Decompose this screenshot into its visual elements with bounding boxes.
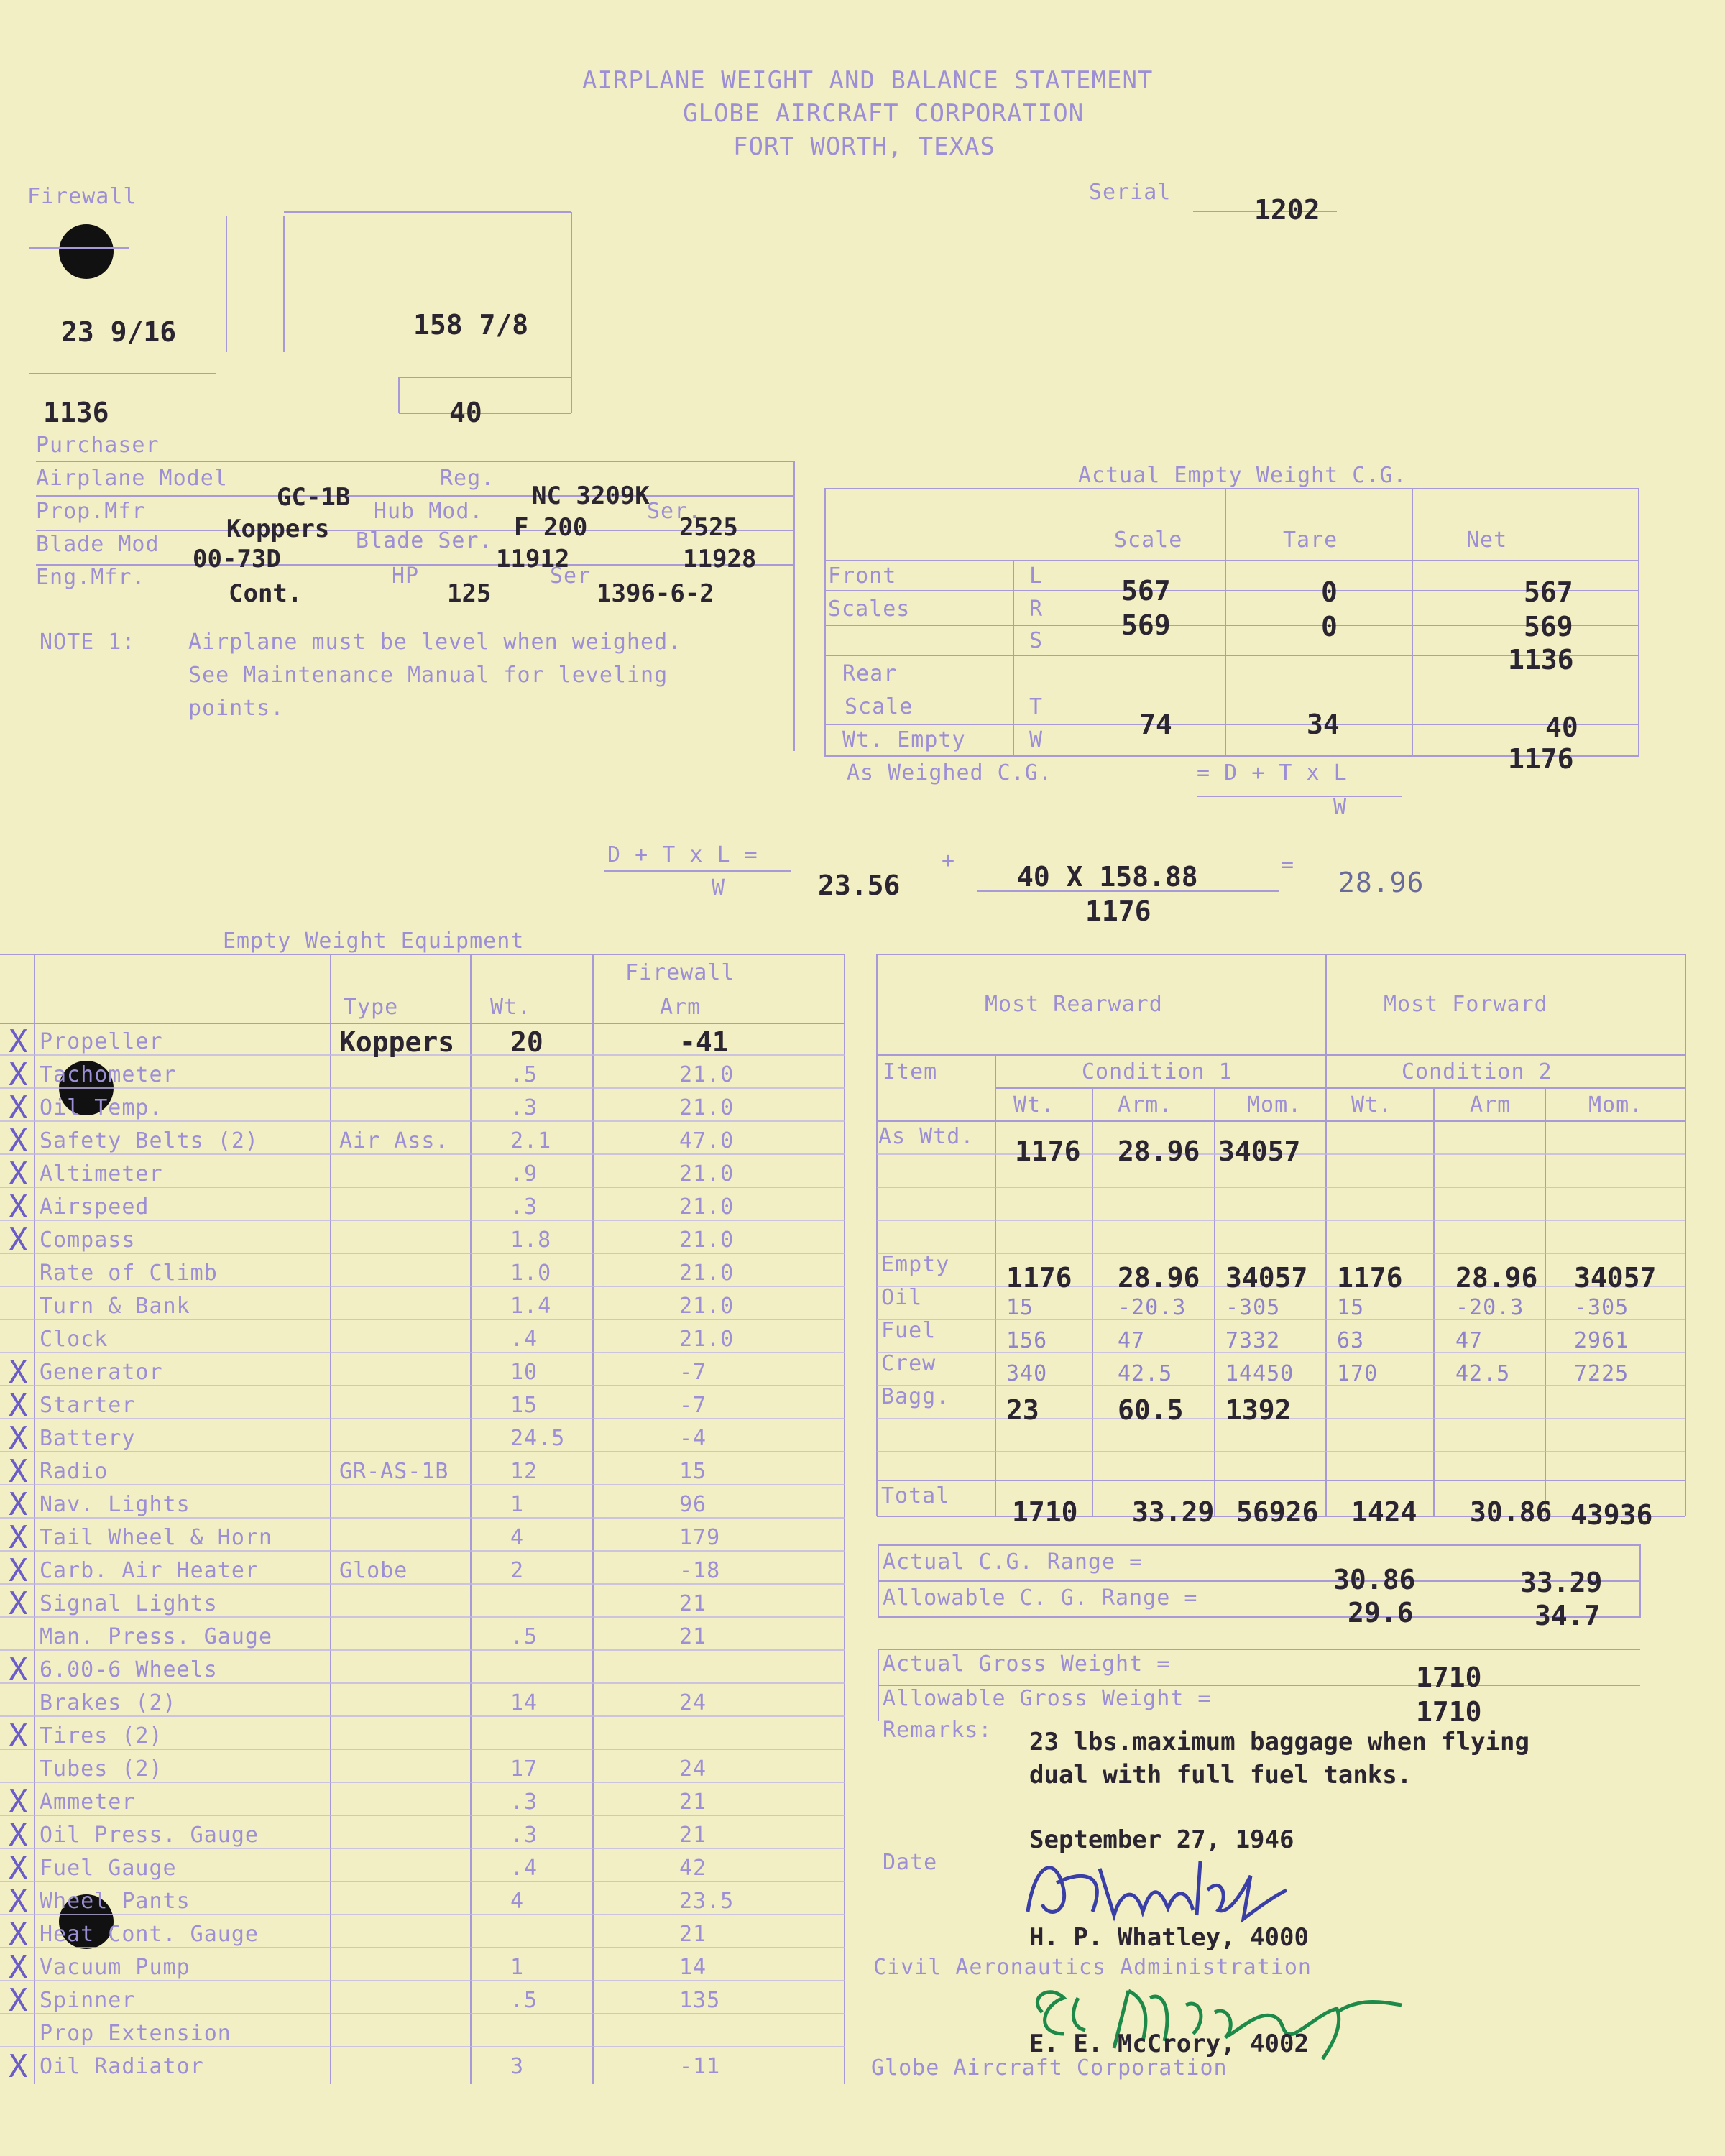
equip-name: Signal Lights xyxy=(40,1591,218,1616)
aew-W: W xyxy=(1029,727,1044,752)
loading-arm2: 47 xyxy=(1455,1328,1484,1353)
equip-arm: 96 xyxy=(679,1492,707,1517)
equip-name: Fuel Gauge xyxy=(40,1856,177,1881)
loading-mom1: 7332 xyxy=(1225,1328,1281,1353)
loading-arm2: -20.3 xyxy=(1455,1295,1524,1320)
aew-r-net: 569 xyxy=(1524,611,1573,642)
equip-name: Man. Press. Gauge xyxy=(40,1624,273,1649)
aew-r-scale: 569 xyxy=(1121,609,1171,641)
equip-check: X xyxy=(9,1486,28,1523)
eng-ser-label: Ser xyxy=(550,563,592,589)
equip-arm: -7 xyxy=(679,1360,707,1385)
aew-l-scale: 567 xyxy=(1121,575,1171,607)
equip-check: X xyxy=(9,1123,28,1159)
equip-wt: 12 xyxy=(510,1459,538,1484)
equip-arm: 42 xyxy=(679,1856,707,1881)
equip-name: Prop Extension xyxy=(40,2021,231,2046)
aew-s-net: 1136 xyxy=(1508,644,1574,676)
total-mom-1: 56926 xyxy=(1236,1496,1319,1528)
aew-front-label-2: Scales xyxy=(828,596,911,622)
aew-t-tare: 34 xyxy=(1307,709,1340,740)
most-forward-label: Most Forward xyxy=(1384,992,1548,1017)
loading-mom2: 34057 xyxy=(1574,1262,1657,1294)
firewall-label: Firewall xyxy=(27,184,137,209)
equip-wt: 15 xyxy=(510,1393,538,1418)
aew-S: S xyxy=(1029,628,1044,653)
equip-check: X xyxy=(9,1817,28,1853)
equip-wt: 1 xyxy=(510,1955,525,1980)
equip-name: Airspeed xyxy=(40,1194,150,1220)
allowable-gross-label: Allowable Gross Weight = xyxy=(883,1686,1212,1711)
equip-check: X xyxy=(9,1784,28,1820)
loading-label: Empty xyxy=(881,1252,950,1277)
equip-arm: -11 xyxy=(679,2054,721,2079)
actual-cg-range-label: Actual C.G. Range = xyxy=(883,1549,1144,1575)
eng-label: Eng.Mfr. xyxy=(36,565,146,590)
equip-name: Starter xyxy=(40,1393,136,1418)
equip-check: X xyxy=(9,1883,28,1920)
equip-name: Ammeter xyxy=(40,1789,136,1815)
equip-arm: 21 xyxy=(679,1624,707,1649)
equip-wt: .5 xyxy=(510,1988,538,2013)
cg-formula-den: W xyxy=(1333,795,1348,820)
total-wt-1: 1710 xyxy=(1012,1496,1078,1528)
equip-arm: 21.0 xyxy=(679,1227,735,1253)
company-name: GLOBE AIRCRAFT CORPORATION xyxy=(683,99,1085,128)
calc-den: W xyxy=(712,875,726,900)
equip-wt: 1.4 xyxy=(510,1294,552,1319)
loading-wt1: 23 xyxy=(1006,1394,1039,1426)
actual-cg-min: 30.86 xyxy=(1333,1564,1416,1595)
aew-T: T xyxy=(1029,694,1044,719)
loading-mom1: 34057 xyxy=(1225,1262,1308,1294)
equip-name: Altimeter xyxy=(40,1161,163,1187)
blade-label: Blade Mod xyxy=(36,532,160,557)
model-value: GC-1B xyxy=(277,483,351,512)
aew-col-net: Net xyxy=(1466,528,1508,553)
loading-label: Oil xyxy=(881,1285,923,1310)
equip-check: X xyxy=(9,1718,28,1754)
note-line-1: Airplane must be level when weighed. xyxy=(188,630,682,655)
aew-t-scale: 74 xyxy=(1139,709,1172,740)
equip-name: Tachometer xyxy=(40,1062,177,1087)
equip-name: Nav. Lights xyxy=(40,1492,190,1517)
equip-wt: .3 xyxy=(510,1194,538,1220)
equip-arm: 14 xyxy=(679,1955,707,1980)
equip-check: X xyxy=(9,2048,28,2085)
equip-check: X xyxy=(9,1552,28,1589)
equip-wt: 2.1 xyxy=(510,1128,552,1153)
aew-front-label-1: Front xyxy=(828,563,897,589)
equip-wt: .4 xyxy=(510,1856,538,1881)
calc-plus: + xyxy=(942,848,956,873)
dim-d: 23 9/16 xyxy=(61,316,177,348)
equip-name: Tubes (2) xyxy=(40,1756,163,1782)
as-wtd-mom: 34057 xyxy=(1218,1135,1301,1167)
aew-l-tare: 0 xyxy=(1321,576,1338,608)
equip-name: Vacuum Pump xyxy=(40,1955,190,1980)
loading-arm1: -20.3 xyxy=(1118,1295,1187,1320)
loading-label: Fuel xyxy=(881,1318,937,1343)
calc-result: 28.96 xyxy=(1338,867,1425,898)
allowable-cg-range-label: Allowable C. G. Range = xyxy=(883,1585,1198,1611)
doc-title: AIRPLANE WEIGHT AND BALANCE STATEMENT xyxy=(582,66,1154,95)
hub-label: Hub Mod. xyxy=(374,499,484,524)
equip-arm: 47.0 xyxy=(679,1128,735,1153)
reg-value: NC 3209K xyxy=(532,482,650,510)
remarks-line-1: 23 lbs.maximum baggage when flying xyxy=(1029,1728,1530,1756)
equip-wt: 2 xyxy=(510,1558,525,1583)
total-arm-1: 33.29 xyxy=(1132,1496,1215,1528)
equip-wt: .5 xyxy=(510,1624,538,1649)
equip-col-arm: Arm xyxy=(660,995,702,1020)
equip-wt: .3 xyxy=(510,1789,538,1815)
equip-col-wt: Wt. xyxy=(490,995,532,1020)
dim-l: 158 7/8 xyxy=(413,309,529,341)
equip-arm: -7 xyxy=(679,1393,707,1418)
equip-wt: 1.8 xyxy=(510,1227,552,1253)
aew-R: R xyxy=(1029,596,1044,622)
remarks-line-2: dual with full fuel tanks. xyxy=(1029,1761,1412,1789)
equip-arm: -41 xyxy=(679,1026,729,1058)
remarks-label: Remarks: xyxy=(883,1718,993,1743)
blade-value: 00-73D xyxy=(193,545,281,573)
loading-wt2: 1176 xyxy=(1337,1262,1403,1294)
loading-mom1: 14450 xyxy=(1225,1361,1294,1386)
equip-name: Heat Cont. Gauge xyxy=(40,1922,259,1947)
loading-wt2: 63 xyxy=(1337,1328,1365,1353)
loading-arm2: 28.96 xyxy=(1455,1262,1538,1294)
equip-check: X xyxy=(9,1651,28,1688)
equip-arm: 21 xyxy=(679,1823,707,1848)
item-label: Item xyxy=(883,1059,938,1084)
col-wt-2: Wt. xyxy=(1351,1092,1393,1118)
equip-check: X xyxy=(9,1519,28,1556)
equip-check: X xyxy=(9,1354,28,1391)
equip-arm: 21.0 xyxy=(679,1294,735,1319)
equip-arm: 179 xyxy=(679,1525,721,1550)
col-arm-1: Arm. xyxy=(1118,1092,1173,1118)
loading-arm2: 42.5 xyxy=(1455,1361,1511,1386)
allowable-gross-value: 1710 xyxy=(1416,1696,1482,1728)
actual-gross-value: 1710 xyxy=(1416,1662,1482,1693)
condition-2-label: Condition 2 xyxy=(1402,1059,1552,1084)
note-line-2: See Maintenance Manual for leveling xyxy=(188,663,668,688)
equip-type: Globe xyxy=(339,1558,408,1583)
equip-arm: 23.5 xyxy=(679,1889,735,1914)
equip-arm: -18 xyxy=(679,1558,721,1583)
aew-L: L xyxy=(1029,563,1044,589)
col-mom-1: Mom. xyxy=(1247,1092,1302,1118)
col-mom-2: Mom. xyxy=(1588,1092,1644,1118)
hub-value: F 200 xyxy=(514,513,588,542)
as-wtd-wt: 1176 xyxy=(1015,1135,1081,1167)
aew-l-net: 567 xyxy=(1524,576,1573,608)
front-weight: 1136 xyxy=(43,397,109,428)
note-label: NOTE 1: xyxy=(40,630,136,655)
equip-name: Radio xyxy=(40,1459,109,1484)
equip-wt: 20 xyxy=(510,1026,543,1058)
equip-check: X xyxy=(9,1949,28,1986)
total-mom-2: 43936 xyxy=(1570,1499,1653,1531)
equip-name: Safety Belts (2) xyxy=(40,1128,259,1153)
equip-type: Air Ass. xyxy=(339,1128,449,1153)
equip-check: X xyxy=(9,1387,28,1424)
equip-arm: 21.0 xyxy=(679,1327,735,1352)
equip-wt: 4 xyxy=(510,1889,525,1914)
equip-name: Oil Temp. xyxy=(40,1095,163,1120)
date-label: Date xyxy=(883,1850,938,1875)
equip-wt: 1.0 xyxy=(510,1261,552,1286)
equip-wt: 4 xyxy=(510,1525,525,1550)
loading-mom2: -305 xyxy=(1574,1295,1629,1320)
equip-arm: 21 xyxy=(679,1591,707,1616)
equip-arm: 21.0 xyxy=(679,1095,735,1120)
equip-arm: 21.0 xyxy=(679,1261,735,1286)
equip-wt: 3 xyxy=(510,2054,525,2079)
equip-check: X xyxy=(9,1916,28,1953)
actual-gross-label: Actual Gross Weight = xyxy=(883,1651,1171,1677)
equip-type: GR-AS-1B xyxy=(339,1459,449,1484)
equip-name: Rate of Climb xyxy=(40,1261,218,1286)
calc-denval: 1176 xyxy=(1085,895,1151,927)
blade-ser-2: 11928 xyxy=(683,545,757,573)
equip-type: Koppers xyxy=(339,1026,455,1058)
equip-wt: .3 xyxy=(510,1095,538,1120)
equip-name: Tires (2) xyxy=(40,1723,163,1749)
loading-arm1: 42.5 xyxy=(1118,1361,1173,1386)
prop-value: Koppers xyxy=(226,515,330,543)
equip-check: X xyxy=(9,1156,28,1192)
aew-col-tare: Tare xyxy=(1283,528,1338,553)
company-location: FORT WORTH, TEXAS xyxy=(733,132,995,161)
equip-name: Brakes (2) xyxy=(40,1690,177,1715)
equip-name: Wheel Pants xyxy=(40,1889,190,1914)
equip-check: X xyxy=(9,1982,28,2019)
equip-wt: 14 xyxy=(510,1690,538,1715)
allowable-cg-min: 29.6 xyxy=(1348,1597,1414,1628)
total-label: Total xyxy=(881,1483,950,1508)
equip-name: Turn & Bank xyxy=(40,1294,190,1319)
serial-label: Serial xyxy=(1089,180,1172,205)
col-wt-1: Wt. xyxy=(1013,1092,1055,1118)
loading-wt2: 170 xyxy=(1337,1361,1379,1386)
loading-arm1: 60.5 xyxy=(1118,1394,1184,1426)
note-line-3: points. xyxy=(188,696,285,721)
hp-label: HP xyxy=(392,563,420,589)
aew-title: Actual Empty Weight C.G. xyxy=(1078,463,1407,488)
cg-label: As Weighed C.G. xyxy=(847,760,1052,786)
loading-wt1: 156 xyxy=(1006,1328,1048,1353)
equip-check: X xyxy=(9,1850,28,1886)
loading-wt1: 340 xyxy=(1006,1361,1048,1386)
equip-wt: 17 xyxy=(510,1756,538,1782)
most-rearward-label: Most Rearward xyxy=(985,992,1163,1017)
calc-num: 40 X 158.88 xyxy=(1017,861,1198,893)
loading-wt2: 15 xyxy=(1337,1295,1365,1320)
equip-name: Clock xyxy=(40,1327,109,1352)
aew-empty-label: Wt. Empty xyxy=(842,727,966,752)
aew-t-net: 40 xyxy=(1545,711,1578,743)
equip-wt: 1 xyxy=(510,1492,525,1517)
calc-eq: = xyxy=(1281,852,1295,877)
loading-mom1: -305 xyxy=(1225,1295,1281,1320)
equip-name: Tail Wheel & Horn xyxy=(40,1525,273,1550)
hp-value: 125 xyxy=(447,579,492,608)
as-wtd-label: As Wtd. xyxy=(878,1124,975,1149)
equip-arm: 15 xyxy=(679,1459,707,1484)
equip-arm: 21.0 xyxy=(679,1194,735,1220)
equip-name: Oil Press. Gauge xyxy=(40,1823,259,1848)
cg-formula: = D + T x L xyxy=(1197,760,1348,786)
eng-ser-value: 1396-6-2 xyxy=(597,579,714,608)
reg-label: Reg. xyxy=(440,466,495,491)
signer-1-name: H. P. Whatley, 4000 xyxy=(1029,1923,1309,1952)
loading-arm1: 28.96 xyxy=(1118,1262,1200,1294)
equip-name: Spinner xyxy=(40,1988,136,2013)
loading-mom2: 7225 xyxy=(1574,1361,1629,1386)
aew-rear-label-2: Scale xyxy=(845,694,914,719)
eng-value: Cont. xyxy=(229,579,303,608)
date-value: September 27, 1946 xyxy=(1029,1825,1294,1854)
rear-weight: 40 xyxy=(449,397,482,428)
equip-name: 6.00-6 Wheels xyxy=(40,1657,218,1682)
blade-ser-1: 11912 xyxy=(496,545,570,573)
equip-col-arm-top: Firewall xyxy=(625,960,735,985)
equip-check: X xyxy=(9,1023,28,1060)
equip-name: Generator xyxy=(40,1360,163,1385)
equip-arm: 21.0 xyxy=(679,1161,735,1187)
equip-check: X xyxy=(9,1420,28,1457)
equip-arm: 21 xyxy=(679,1789,707,1815)
equip-wt: .4 xyxy=(510,1327,538,1352)
equip-name: Battery xyxy=(40,1426,136,1451)
as-wtd-arm: 28.96 xyxy=(1118,1135,1200,1167)
equip-arm: 24 xyxy=(679,1690,707,1715)
equip-wt: .9 xyxy=(510,1161,538,1187)
equip-name: Oil Radiator xyxy=(40,2054,204,2079)
equip-check: X xyxy=(9,1089,28,1126)
signer-1-org: Civil Aeronautics Administration xyxy=(873,1955,1312,1980)
condition-1-label: Condition 1 xyxy=(1082,1059,1233,1084)
loading-mom2: 2961 xyxy=(1574,1328,1629,1353)
actual-cg-max: 33.29 xyxy=(1520,1567,1603,1598)
aew-col-scale: Scale xyxy=(1114,528,1183,553)
signer-2-org: Globe Aircraft Corporation xyxy=(871,2055,1228,2081)
loading-label: Crew xyxy=(881,1351,937,1376)
equip-wt: 24.5 xyxy=(510,1426,566,1451)
equip-check: X xyxy=(9,1056,28,1093)
equip-col-type: Type xyxy=(344,995,399,1020)
loading-arm1: 47 xyxy=(1118,1328,1146,1353)
calc-formula: D + T x L = xyxy=(607,842,758,867)
equip-check: X xyxy=(9,1453,28,1490)
equip-arm: 21.0 xyxy=(679,1062,735,1087)
aew-r-tare: 0 xyxy=(1321,611,1338,642)
equip-wt: .3 xyxy=(510,1823,538,1848)
equip-wt: 10 xyxy=(510,1360,538,1385)
equip-check: X xyxy=(9,1189,28,1225)
loading-wt1: 15 xyxy=(1006,1295,1034,1320)
blade-ser-label: Blade Ser. xyxy=(356,528,493,553)
equip-check: X xyxy=(9,1222,28,1258)
equip-name: Carb. Air Heater xyxy=(40,1558,259,1583)
signer-2-name: E. E. McCrory, 4002 xyxy=(1029,2030,1309,2058)
model-label: Airplane Model xyxy=(36,466,228,491)
aew-rear-label-1: Rear xyxy=(842,661,898,686)
allowable-cg-max: 34.7 xyxy=(1535,1600,1601,1631)
hub-ser-value: 2525 xyxy=(679,513,738,542)
equip-wt: .5 xyxy=(510,1062,538,1087)
equip-name: Compass xyxy=(40,1227,136,1253)
calc-d: 23.56 xyxy=(818,870,901,901)
equip-name: Propeller xyxy=(40,1029,163,1054)
aew-w-net: 1176 xyxy=(1508,743,1574,775)
loading-label: Bagg. xyxy=(881,1384,950,1409)
total-wt-2: 1424 xyxy=(1351,1496,1417,1528)
prop-label: Prop.Mfr xyxy=(36,499,146,524)
equip-check: X xyxy=(9,1585,28,1622)
serial-value: 1202 xyxy=(1254,194,1320,226)
ser-label: Ser. xyxy=(647,499,702,524)
purchaser-label: Purchaser xyxy=(36,433,160,458)
loading-wt1: 1176 xyxy=(1006,1262,1072,1294)
loading-mom1: 1392 xyxy=(1225,1394,1292,1426)
equip-arm: 24 xyxy=(679,1756,707,1782)
total-arm-2: 30.86 xyxy=(1470,1496,1552,1528)
equip-arm: 21 xyxy=(679,1922,707,1947)
equip-arm: 135 xyxy=(679,1988,721,2013)
equipment-title: Empty Weight Equipment xyxy=(223,929,525,954)
col-arm-2: Arm xyxy=(1470,1092,1512,1118)
equip-arm: -4 xyxy=(679,1426,707,1451)
